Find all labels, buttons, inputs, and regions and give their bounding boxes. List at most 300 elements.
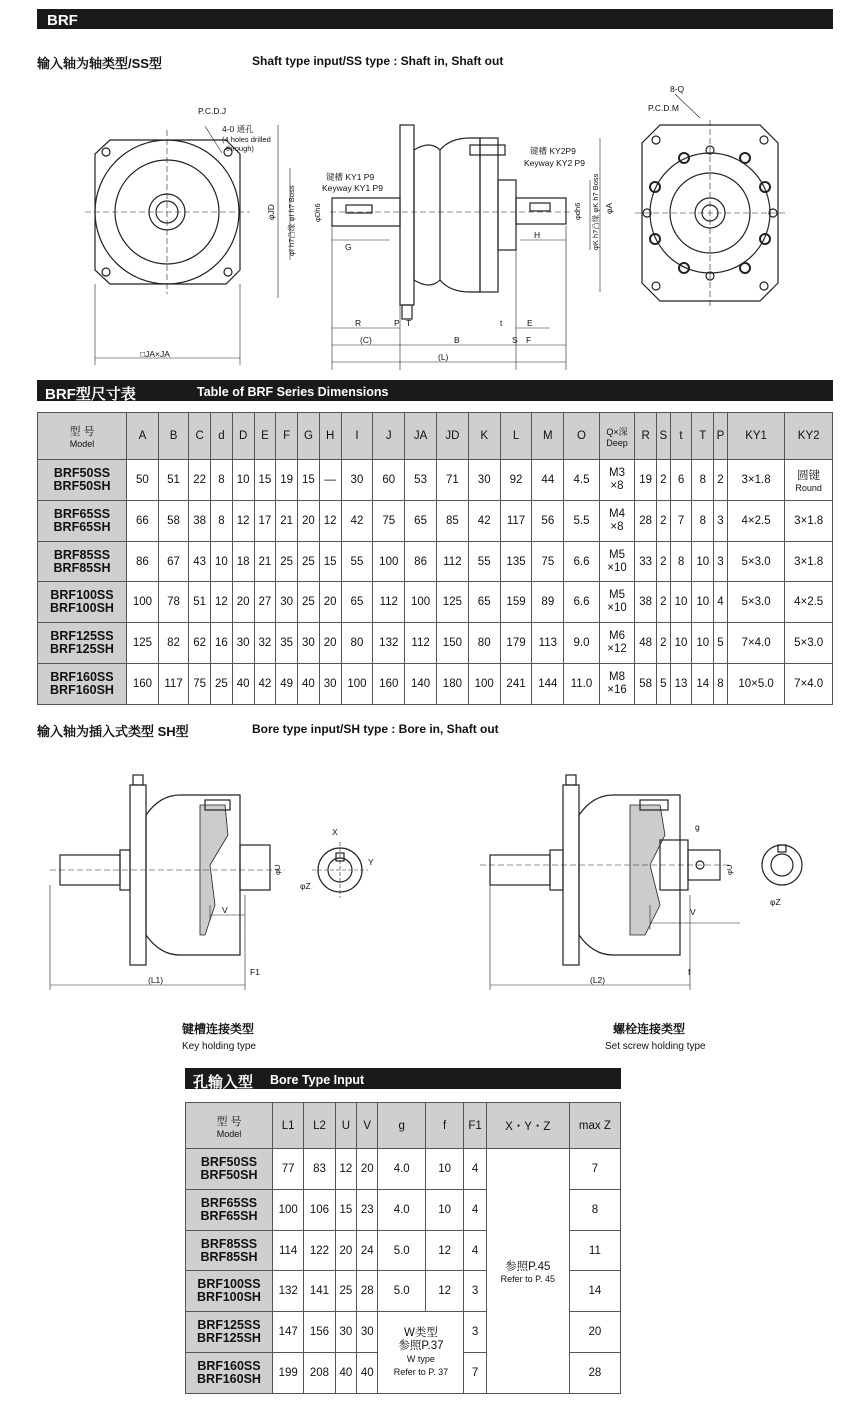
dims-ky1-cell: 10×5.0 [727, 664, 785, 705]
dims-ky2-cell [785, 541, 833, 582]
label-R: R [355, 318, 362, 328]
bore-cell-u: 25 [335, 1271, 356, 1312]
dims-q-cell [599, 541, 634, 582]
dims-cell: 10 [692, 541, 714, 582]
label-phiKh7: φK h7凸缘 φK h7 Boss [591, 173, 600, 250]
label-V-right: V [690, 907, 696, 917]
label-keyway2-zh: 键槽 KY2P9 [530, 146, 576, 156]
dims-cell: 135 [500, 541, 532, 582]
bore-header-2: U [335, 1103, 356, 1149]
dims-header2-s: S [656, 413, 670, 460]
bore-w-en1: W type [406, 1353, 435, 1364]
dims-cell: 32 [254, 623, 276, 664]
dims-cell: — [319, 460, 341, 501]
dims-q2: ×10 [607, 561, 627, 574]
key-holding-en: Key holding type [182, 1041, 256, 1052]
bore-cell-g: 5.0 [378, 1271, 425, 1312]
dims-header-jd: JD [436, 413, 468, 460]
dims-cell: 3 [714, 541, 728, 582]
dims-table-row [38, 460, 833, 501]
dims-cell: 40 [232, 664, 254, 705]
bore-cell-l2: 208 [304, 1353, 335, 1394]
top-title: BRF [47, 12, 78, 29]
dims-cell: 42 [254, 664, 276, 705]
bore-xyz-zh: 参照P.45 [505, 1261, 551, 1273]
bore-xyz-en: Refer to P. 45 [500, 1274, 555, 1284]
key-holding-caption [182, 1020, 256, 1052]
dims-header2-r: R [635, 413, 657, 460]
dims-header-ja: JA [405, 413, 437, 460]
dims-header2-t: T [692, 413, 714, 460]
dims-cell: 10 [232, 460, 254, 501]
bore-header-1: L2 [304, 1103, 335, 1149]
dims-header-l: L [500, 413, 532, 460]
bore-cell-l2: 83 [304, 1149, 335, 1190]
dims-cell: 112 [405, 623, 437, 664]
dims-model-sh: BRF50SH [53, 478, 111, 493]
dims-cell: 100 [373, 541, 405, 582]
dims-cell: 11.0 [564, 664, 600, 705]
dims-cell: 55 [341, 541, 373, 582]
dims-cell: 75 [373, 500, 405, 541]
dims-cell: 30 [232, 623, 254, 664]
dims-model-cell [38, 541, 127, 582]
bore-model-ss: BRF65SS [200, 1195, 258, 1210]
dims-cell: 6.6 [564, 582, 600, 623]
dims-cell: 113 [532, 623, 564, 664]
bore-cell-l1: 147 [273, 1312, 304, 1353]
label-E: E [527, 318, 533, 328]
dims-cell: 18 [232, 541, 254, 582]
bore-table [185, 1102, 621, 1394]
bore-header-3: V [357, 1103, 378, 1149]
dims-q1: M3 [609, 466, 625, 479]
dims-model-header [38, 413, 127, 460]
dims-table [37, 412, 833, 705]
sh-type-drawing [0, 765, 860, 995]
dims-model-sh: BRF65SH [53, 519, 111, 534]
dims-ky1-cell: 5×3.0 [727, 582, 785, 623]
dims-cell: 10 [670, 623, 692, 664]
dims-cell: 160 [373, 664, 405, 705]
dims-q2: ×10 [607, 602, 627, 615]
dims-q1: M5 [609, 548, 625, 561]
label-q: 8-Q [670, 84, 685, 94]
dims-cell: 53 [405, 460, 437, 501]
dims-q1: M4 [609, 507, 625, 520]
bore-model-sh: BRF85SH [200, 1249, 258, 1264]
dims-header-m: M [532, 413, 564, 460]
dims-cell: 89 [532, 582, 564, 623]
dims-cell: 159 [500, 582, 532, 623]
bore-cell-v: 23 [357, 1189, 378, 1230]
label-C: (C) [360, 335, 372, 345]
bore-cell-l1: 199 [273, 1353, 304, 1394]
dims-header2-t: t [670, 413, 692, 460]
bore-header-6: F1 [464, 1103, 486, 1149]
dims-cell: 66 [127, 500, 159, 541]
dims-ky1-cell: 3×1.8 [727, 460, 785, 501]
dims-cell: 100 [405, 582, 437, 623]
bore-model-sh: BRF125SH [197, 1331, 261, 1346]
sh-heading-en: Bore type input/SH type : Bore in, Shaft out [252, 722, 499, 736]
bore-xyz-cell [486, 1149, 569, 1394]
dims-cell: 80 [468, 623, 500, 664]
dims-cell: 100 [341, 664, 373, 705]
dims-cell: 22 [189, 460, 211, 501]
label-holes-en1: (4 holes drilled [222, 135, 271, 144]
bore-cell-v: 20 [357, 1149, 378, 1190]
dims-q-en: Deep [606, 437, 628, 448]
label-g: g [695, 822, 700, 832]
dims-cell: 179 [500, 623, 532, 664]
dims-cell: 12 [211, 582, 233, 623]
dims-cell: 21 [254, 541, 276, 582]
sh-section-heading [37, 721, 499, 740]
dims-header-ky1: KY1 [727, 413, 785, 460]
dims-header-i: I [341, 413, 373, 460]
dims-cell: 132 [373, 623, 405, 664]
dims-model-ss: BRF125SS [50, 629, 114, 644]
set-screw-en: Set screw holding type [605, 1041, 706, 1052]
label-phiI-boss: φI h7凸缘 φI h7 Boss [287, 185, 296, 256]
dims-cell: 75 [532, 541, 564, 582]
label-F1: F1 [250, 967, 260, 977]
bore-cell-l1: 114 [273, 1230, 304, 1271]
bore-model-ss: BRF100SS [197, 1277, 261, 1292]
dims-cell: 27 [254, 582, 276, 623]
dims-model-ss: BRF100SS [50, 588, 114, 603]
dims-model-sh: BRF160SH [50, 683, 114, 698]
dims-cell: 56 [532, 500, 564, 541]
dims-cell: 2 [656, 460, 670, 501]
bore-cell-f1: 3 [464, 1312, 486, 1353]
dims-cell: 14 [692, 664, 714, 705]
dims-cell: 62 [189, 623, 211, 664]
bore-cell-l1: 132 [273, 1271, 304, 1312]
dims-cell: 15 [254, 460, 276, 501]
dims-cell: 117 [500, 500, 532, 541]
key-holding-zh: 键槽连接类型 [182, 1022, 255, 1036]
dims-q2: ×8 [610, 520, 624, 533]
dims-cell: 80 [341, 623, 373, 664]
dims-cell: 8 [211, 460, 233, 501]
bore-cell-u: 12 [335, 1149, 356, 1190]
dims-cell: 82 [158, 623, 188, 664]
dims-cell: 2 [656, 500, 670, 541]
dims-cell: 8 [670, 541, 692, 582]
bore-header-5: f [425, 1103, 464, 1149]
dims-cell: 86 [405, 541, 437, 582]
bore-w-zh2: 参照P.37 [398, 1339, 444, 1352]
bore-cell-f1: 4 [464, 1189, 486, 1230]
bore-header-7: X・Y・Z [486, 1103, 569, 1149]
bore-cell-g: 4.0 [378, 1189, 425, 1230]
dims-cell: 60 [373, 460, 405, 501]
dims-cell: 30 [468, 460, 500, 501]
dims-model-sh: BRF100SH [50, 601, 114, 616]
dims-cell: 85 [436, 500, 468, 541]
dims-cell: 100 [127, 582, 159, 623]
bore-title-zh: 孔输入型 [193, 1074, 254, 1091]
dims-cell: 20 [232, 582, 254, 623]
dims-header2-p: P [714, 413, 728, 460]
label-H: H [534, 230, 541, 240]
dims-cell: 78 [158, 582, 188, 623]
bore-cell-g: 4.0 [378, 1149, 425, 1190]
bore-model-cell [186, 1271, 273, 1312]
bore-cell-v: 24 [357, 1230, 378, 1271]
dims-header-k: K [468, 413, 500, 460]
dims-cell: 25 [298, 541, 320, 582]
bore-cell-f1: 4 [464, 1149, 486, 1190]
label-phiZ-left: φZ [300, 881, 311, 891]
bore-header-8: max Z [569, 1103, 620, 1149]
bore-cell-v: 40 [357, 1353, 378, 1394]
dims-cell: 2 [656, 582, 670, 623]
dims-cell: 25 [211, 664, 233, 705]
dims-ky2-cell [785, 623, 833, 664]
dims-cell: 71 [436, 460, 468, 501]
bore-model-zh: 型 号 [216, 1115, 242, 1128]
set-screw-caption [605, 1020, 706, 1052]
dims-q-cell [599, 460, 634, 501]
dims-model-cell [38, 623, 127, 664]
ss-heading-en: Shaft type input/SS type : Shaft in, Shaft out [252, 54, 504, 68]
dims-ky1-cell: 7×4.0 [727, 623, 785, 664]
bore-cell-l1: 100 [273, 1189, 304, 1230]
dims-cell: 20 [298, 500, 320, 541]
bore-cell-u: 30 [335, 1312, 356, 1353]
dims-header-d: d [211, 413, 233, 460]
dims-header-q [599, 413, 634, 460]
bore-cell-maxz: 8 [569, 1189, 620, 1230]
dims-ky2-cell [785, 664, 833, 705]
dims-cell: 160 [127, 664, 159, 705]
dims-cell: 51 [158, 460, 188, 501]
bore-header-0: L1 [273, 1103, 304, 1149]
bore-model-ss: BRF160SS [197, 1359, 261, 1374]
dims-model-en: Model [69, 439, 95, 449]
dims-table-row [38, 500, 833, 541]
bore-model-sh: BRF50SH [200, 1167, 258, 1182]
label-L1: (L1) [148, 975, 164, 985]
bore-w-zh1: W类型 [404, 1326, 438, 1339]
label-keyway1-zh: 键槽 KY1 P9 [326, 172, 375, 182]
dims-table-row [38, 623, 833, 664]
bore-model-cell [186, 1189, 273, 1230]
dims-ky2a: 圆键 [797, 469, 821, 482]
dims-cell: 5.5 [564, 500, 600, 541]
label-P: P [394, 318, 400, 328]
label-phidh6: φdh6 [573, 202, 582, 220]
dims-cell: 16 [211, 623, 233, 664]
dims-cell: 30 [319, 664, 341, 705]
dims-cell: 112 [373, 582, 405, 623]
dims-cell: 8 [211, 500, 233, 541]
dims-cell: 2 [714, 460, 728, 501]
bore-model-cell [186, 1230, 273, 1271]
dims-title-zh: BRF型尺寸表 [45, 386, 136, 403]
dims-cell: 10 [692, 623, 714, 664]
bore-cell-l2: 122 [304, 1230, 335, 1271]
dims-cell: 3 [714, 500, 728, 541]
dims-header-h: H [319, 413, 341, 460]
bore-table-row [186, 1149, 621, 1190]
dims-table-row [38, 541, 833, 582]
dims-ky1-cell: 4×2.5 [727, 500, 785, 541]
ss-heading-zh: 输入轴为轴类型/SS型 [37, 56, 162, 71]
bore-cell-u: 40 [335, 1353, 356, 1394]
label-L: (L) [438, 352, 449, 362]
dims-cell: 8 [692, 460, 714, 501]
dims-cell: 42 [341, 500, 373, 541]
dims-cell: 140 [405, 664, 437, 705]
dims-model-sh: BRF85SH [53, 560, 111, 575]
dims-header-ky2: KY2 [785, 413, 833, 460]
ss-section-heading [37, 53, 504, 72]
dims-cell: 42 [468, 500, 500, 541]
dims-model-sh: BRF125SH [50, 642, 114, 657]
dims-header-c: C [189, 413, 211, 460]
label-phiA: φA [604, 202, 614, 214]
dims-cell: 12 [319, 500, 341, 541]
dims-cell: 7 [670, 500, 692, 541]
dims-q2: ×8 [610, 479, 624, 492]
bore-model-cell [186, 1312, 273, 1353]
dims-cell: 40 [298, 664, 320, 705]
label-phiZ-right: φZ [770, 897, 781, 907]
dims-ky2a: 3×1.8 [794, 555, 824, 568]
dims-cell: 28 [635, 500, 657, 541]
bore-cell-f: 12 [425, 1230, 464, 1271]
bore-table-bar [185, 1068, 621, 1089]
dims-ky1-cell: 5×3.0 [727, 541, 785, 582]
dims-cell: 19 [276, 460, 298, 501]
dims-header-f: F [276, 413, 298, 460]
dims-cell: 21 [276, 500, 298, 541]
dims-ky2-cell [785, 500, 833, 541]
dims-q-cell [599, 500, 634, 541]
dims-cell: 17 [254, 500, 276, 541]
bore-cell-v: 30 [357, 1312, 378, 1353]
bore-cell-maxz: 28 [569, 1353, 620, 1394]
dims-cell: 8 [714, 664, 728, 705]
bore-cell-maxz: 7 [569, 1149, 620, 1190]
dims-cell: 19 [635, 460, 657, 501]
dims-cell: 75 [189, 664, 211, 705]
label-S: S [512, 335, 518, 345]
dims-q1: M5 [609, 589, 625, 602]
bore-cell-f: 12 [425, 1271, 464, 1312]
dims-q-zh: Q×深 [606, 426, 628, 437]
dims-ky2b: Round [795, 482, 822, 493]
dims-cell: 30 [341, 460, 373, 501]
dims-cell: 10 [211, 541, 233, 582]
bore-cell-f1: 3 [464, 1271, 486, 1312]
dims-cell: 48 [635, 623, 657, 664]
sh-heading-zh: 输入轴为插入式类型 SH型 [37, 724, 189, 739]
bore-cell-f1: 7 [464, 1353, 486, 1394]
set-screw-zh: 螺栓连接类型 [613, 1022, 686, 1036]
dims-table-row [38, 664, 833, 705]
bore-title-en: Bore Type Input [270, 1073, 365, 1087]
bore-cell-maxz: 11 [569, 1230, 620, 1271]
dims-cell: 6.6 [564, 541, 600, 582]
label-square: □JA×JA [140, 349, 170, 359]
label-pcdj: P.C.D.J [198, 106, 227, 116]
bore-cell-l2: 106 [304, 1189, 335, 1230]
bore-model-header [186, 1103, 273, 1149]
dims-cell: 13 [670, 664, 692, 705]
label-X: X [332, 827, 338, 837]
dims-cell: 4.5 [564, 460, 600, 501]
label-holes-zh: 4-0 通孔 [222, 124, 254, 134]
bore-model-cell [186, 1149, 273, 1190]
dims-cell: 30 [276, 582, 298, 623]
bore-header-4: g [378, 1103, 425, 1149]
dims-cell: 20 [319, 582, 341, 623]
dims-cell: 15 [319, 541, 341, 582]
bore-w-en2: Refer to P. 37 [393, 1366, 449, 1377]
dims-header-b: B [158, 413, 188, 460]
dims-cell: 38 [635, 582, 657, 623]
bore-cell-g: 5.0 [378, 1230, 425, 1271]
dims-cell: 144 [532, 664, 564, 705]
bore-cell-l1: 77 [273, 1149, 304, 1190]
dims-table-bar [37, 380, 833, 401]
dims-model-cell [38, 582, 127, 623]
dims-cell: 8 [692, 500, 714, 541]
bore-model-ss: BRF50SS [200, 1154, 258, 1169]
label-phiJD: φJD [266, 204, 276, 220]
dims-cell: 58 [158, 500, 188, 541]
label-holes-en2: through) [226, 144, 254, 153]
label-f: f [688, 967, 691, 977]
dims-cell: 43 [189, 541, 211, 582]
dims-cell: 65 [405, 500, 437, 541]
dims-model-ss: BRF85SS [53, 547, 111, 562]
dims-cell: 55 [468, 541, 500, 582]
dims-cell: 5 [656, 664, 670, 705]
dims-q-cell [599, 664, 634, 705]
dims-model-cell [38, 664, 127, 705]
dims-ky2a: 3×1.8 [794, 514, 824, 527]
dims-q-cell [599, 582, 634, 623]
dims-cell: 67 [158, 541, 188, 582]
dims-cell: 10 [692, 582, 714, 623]
dims-cell: 180 [436, 664, 468, 705]
dims-cell: 2 [656, 623, 670, 664]
bore-cell-f1: 4 [464, 1230, 486, 1271]
dims-cell: 50 [127, 460, 159, 501]
dims-cell: 65 [341, 582, 373, 623]
dims-model-cell [38, 500, 127, 541]
bore-model-en: Model [216, 1128, 242, 1139]
dims-cell: 51 [189, 582, 211, 623]
top-title-bar [37, 9, 833, 29]
label-B: B [454, 335, 460, 345]
bore-cell-l2: 141 [304, 1271, 335, 1312]
dims-cell: 4 [714, 582, 728, 623]
dims-cell: 117 [158, 664, 188, 705]
dims-model-ss: BRF50SS [53, 465, 111, 480]
dims-cell: 9.0 [564, 623, 600, 664]
label-keyway1-en: Keyway KY1 P9 [322, 183, 383, 193]
dims-header-g: G [298, 413, 320, 460]
dims-cell: 25 [276, 541, 298, 582]
bore-w-type-cell [378, 1312, 464, 1394]
